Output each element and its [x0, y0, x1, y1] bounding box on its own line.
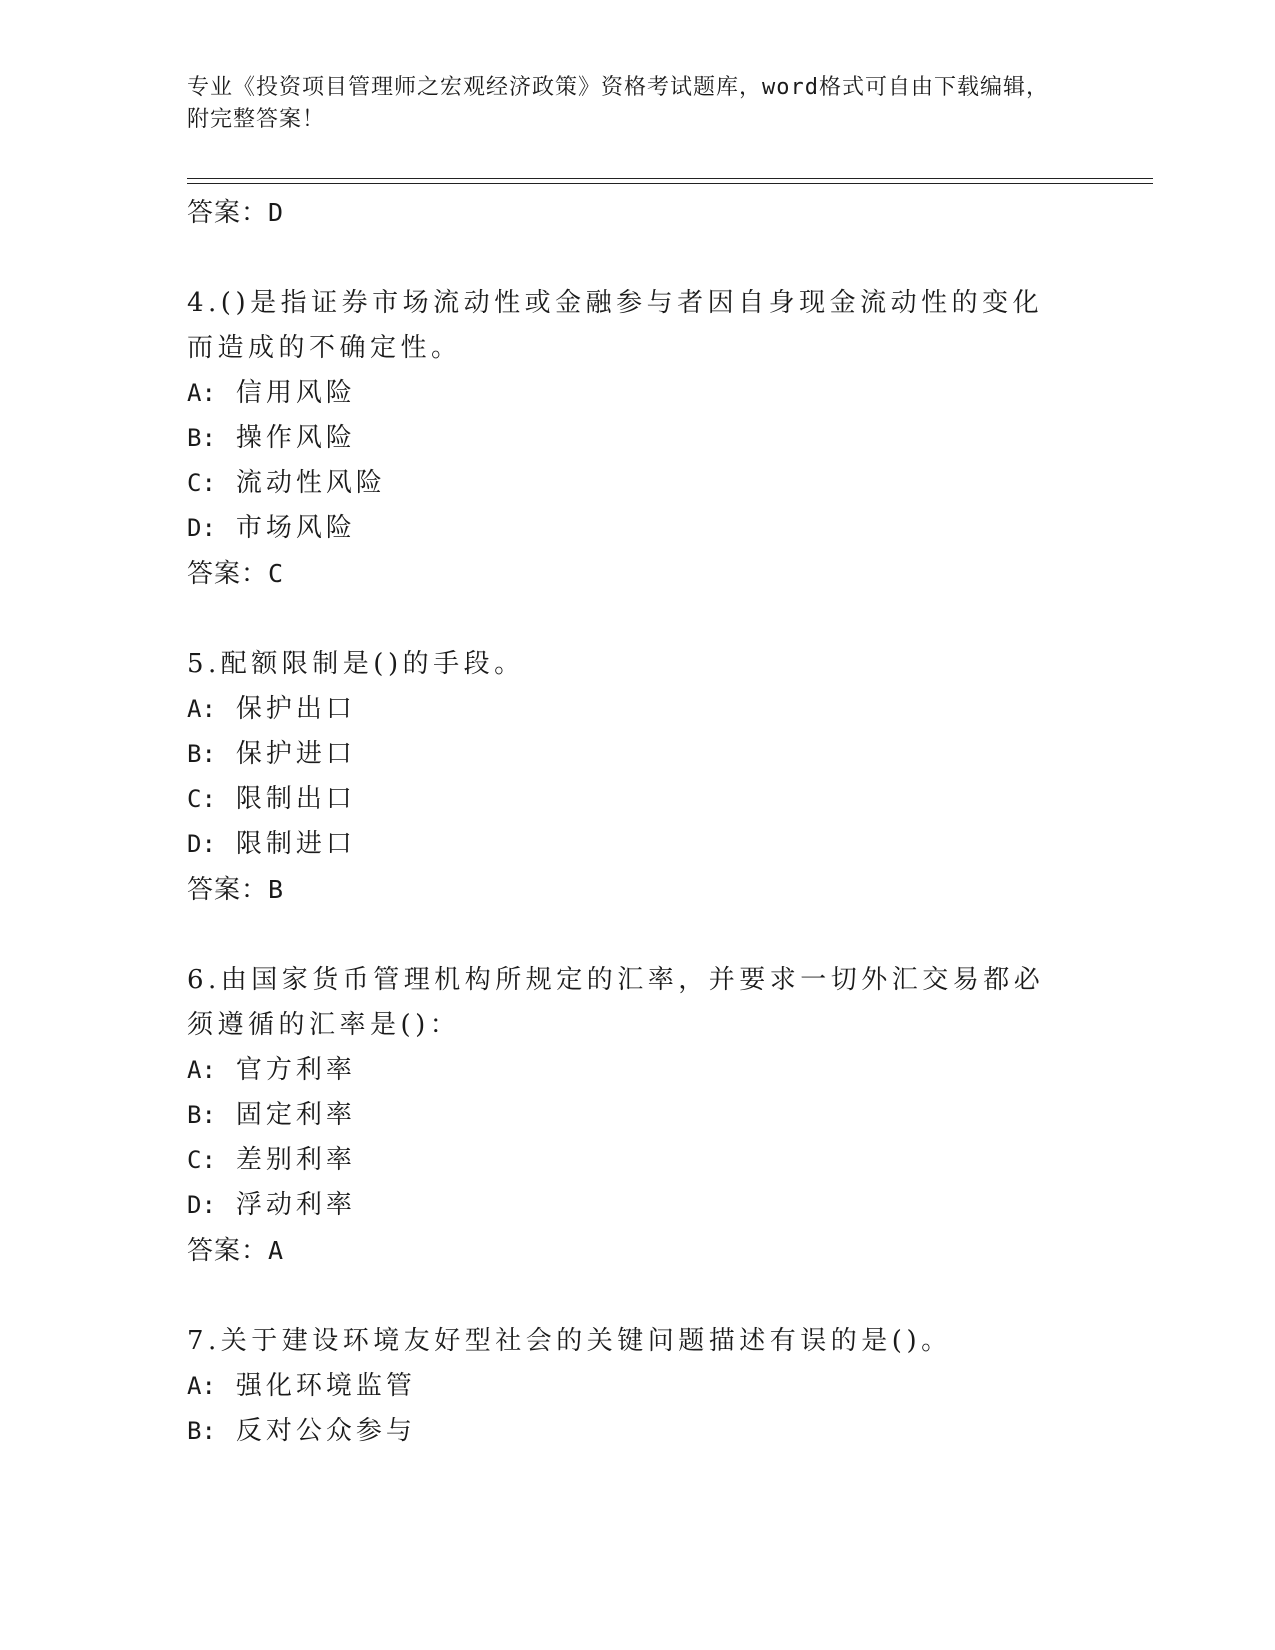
option-a: [187, 1364, 1087, 1409]
answer-value: B: [268, 875, 285, 904]
option-text: 强化环境监管: [235, 1371, 416, 1401]
question-text: 7.关于建设环境友好型社会的关键问题描述有误的是()。: [187, 1326, 952, 1356]
option-b: [187, 732, 1087, 777]
option-key: C:: [187, 469, 216, 497]
answer-label: 答案：: [187, 1236, 269, 1266]
option-key: B:: [187, 740, 216, 768]
option-key: D:: [187, 514, 216, 542]
answer-line: [187, 867, 1087, 912]
option-c: [187, 1138, 1087, 1183]
option-c: [187, 461, 1087, 506]
question-text: 6.由国家货币管理机构所规定的汇率，并要求一切外汇交易都必须遵循的汇率是()：: [187, 965, 1045, 1040]
option-key: A:: [187, 695, 216, 723]
question-list: [187, 190, 1087, 1454]
option-text: 反对公众参与: [235, 1416, 416, 1446]
option-key: D:: [187, 1191, 216, 1219]
answer-value: A: [268, 1236, 285, 1265]
option-text: 保护出口: [235, 694, 356, 724]
option-key: D:: [187, 830, 216, 858]
answer-label: 答案：: [187, 559, 269, 589]
option-key: A:: [187, 1056, 216, 1084]
answer-label: 答案：: [187, 875, 269, 905]
option-key: A:: [187, 1372, 216, 1400]
answer-line: [187, 1228, 1087, 1273]
option-text: 差别利率: [235, 1145, 356, 1175]
option-text: 限制出口: [235, 784, 356, 814]
option-text: 保护进口: [235, 739, 356, 769]
answer-label: 答案：: [187, 198, 269, 228]
option-a: [187, 1048, 1087, 1093]
header-divider-line: [187, 183, 1153, 184]
option-text: 信用风险: [235, 378, 356, 408]
option-b: [187, 416, 1087, 461]
answer-value: D: [268, 198, 285, 227]
option-a: [187, 371, 1087, 416]
option-a: [187, 687, 1087, 732]
option-d: [187, 506, 1087, 551]
option-key: B:: [187, 424, 216, 452]
option-key: C:: [187, 1146, 216, 1174]
option-b: [187, 1093, 1087, 1138]
option-text: 浮动利率: [235, 1190, 356, 1220]
option-d: [187, 822, 1087, 867]
option-d: [187, 1183, 1087, 1228]
question-text: 5.配额限制是()的手段。: [187, 649, 525, 679]
option-text: 限制进口: [235, 829, 356, 859]
answer-value: C: [268, 559, 285, 588]
option-b: [187, 1409, 1087, 1454]
option-text: 固定利率: [235, 1100, 356, 1130]
option-text: 流动性风险: [235, 468, 386, 498]
option-text: 市场风险: [235, 513, 356, 543]
option-text: 操作风险: [235, 423, 356, 453]
option-key: C:: [187, 785, 216, 813]
option-key: B:: [187, 1417, 216, 1445]
option-text: 官方利率: [235, 1055, 356, 1085]
answer-line: [187, 551, 1087, 596]
header-divider-line: [187, 178, 1153, 179]
answer-line: [187, 190, 1087, 235]
question-text: 4.()是指证券市场流动性或金融参与者因自身现金流动性的变化而造成的不确定性。: [187, 288, 1044, 363]
option-key: B:: [187, 1101, 216, 1129]
document-header: 专业《投资项目管理师之宏观经济政策》资格考试题库，word格式可自由下载编辑，附完整答案！: [187, 75, 1049, 132]
option-key: A:: [187, 379, 216, 407]
option-c: [187, 777, 1087, 822]
